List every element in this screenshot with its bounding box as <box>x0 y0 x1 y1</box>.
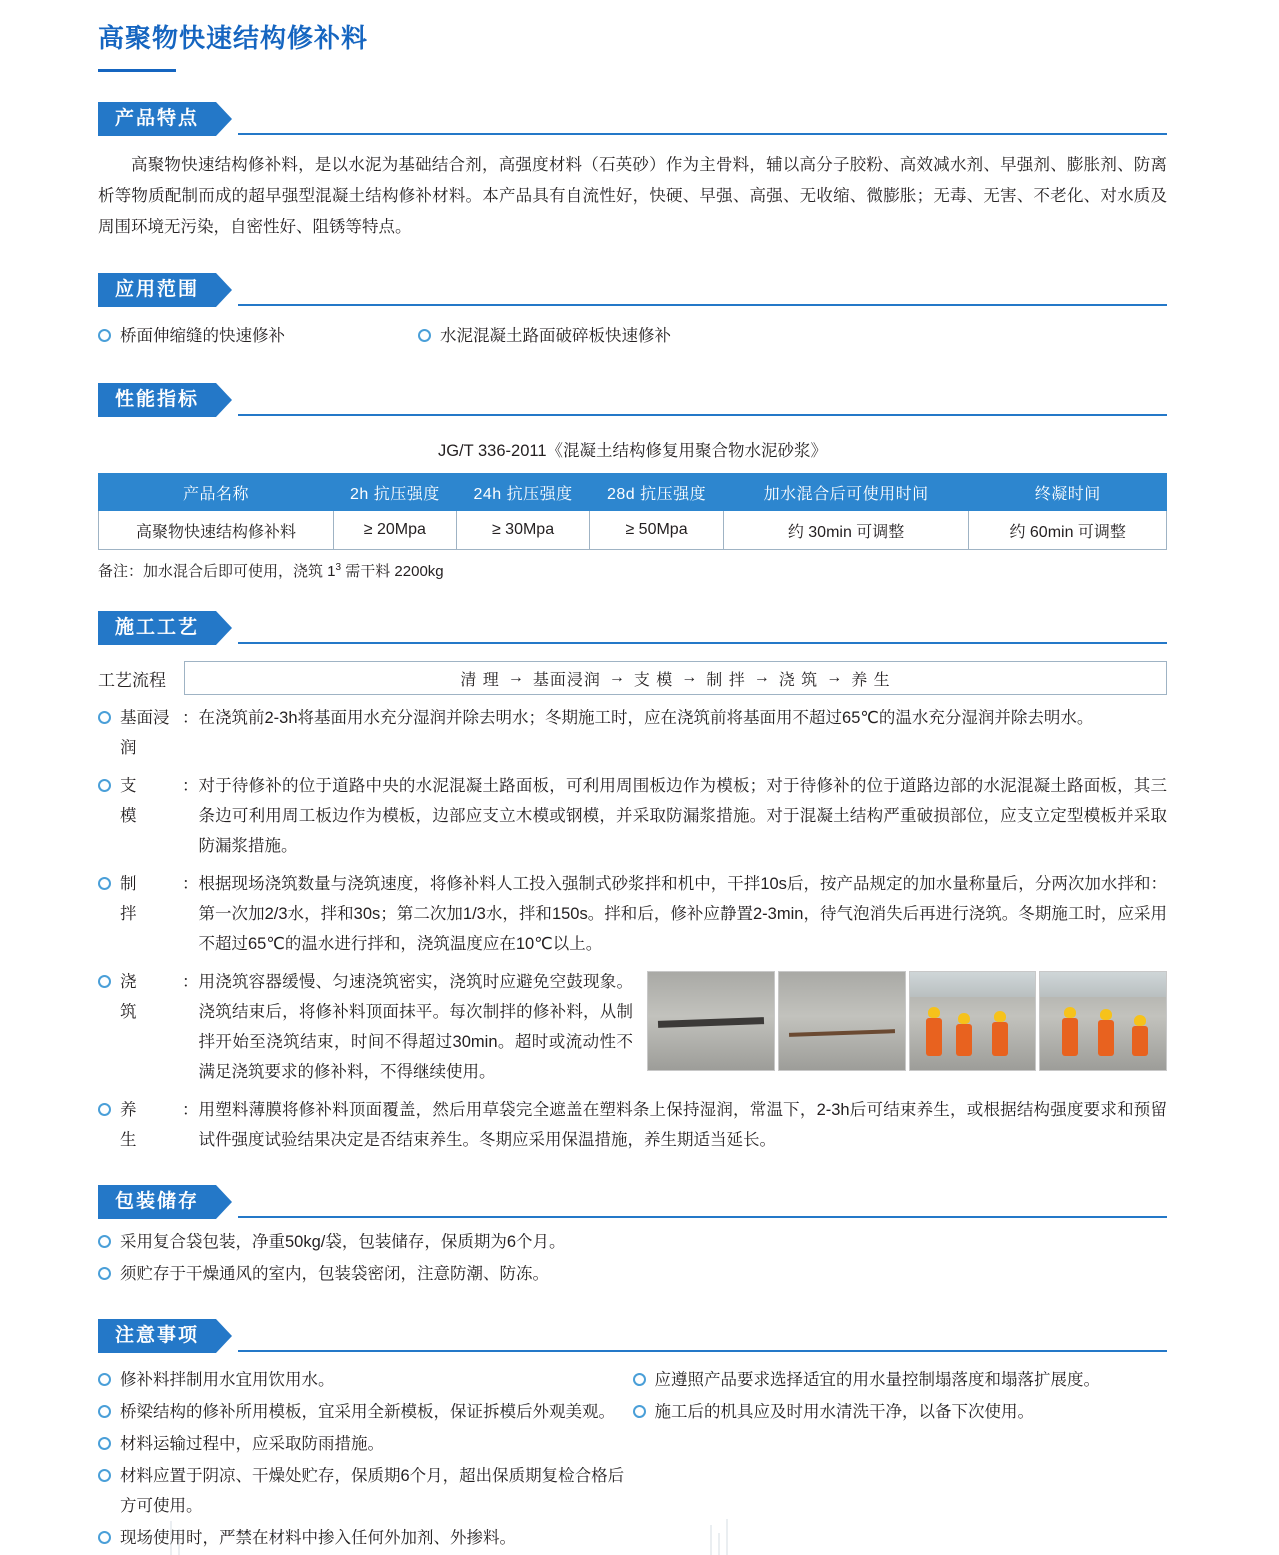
table-header-cell: 加水混合后可使用时间 <box>723 474 969 511</box>
section-header-application <box>98 273 1167 307</box>
circle-bullet-icon <box>98 1103 111 1116</box>
section-divider <box>238 1216 1167 1218</box>
list-item <box>98 1365 633 1395</box>
list-item-label: 应遵照产品要求选择适宜的用水量控制塌落度和塌落扩展度。 <box>654 1371 1100 1389</box>
section-divider <box>238 642 1167 644</box>
section-divider <box>238 414 1167 416</box>
remark-prefix: 备注：加水混合后即可使用，浇筑 1 <box>98 563 336 580</box>
road-crack-photo <box>647 971 775 1071</box>
process-step: 浇 筑 ： 用浇筑容器缓慢、匀速浇筑密实，浇筑时应避免空鼓现象。浇筑结束后，将修补料顶面抹平。每次制拌的修补料，从制拌开始至浇筑结束，时间不得超过30min。超时或流动性不满足浇筑要求的修补料，不得继续使用。 <box>98 967 1167 1087</box>
table-cell: ≥ 30Mpa <box>456 511 590 550</box>
process-step-name: 浇 筑 <box>120 973 170 1021</box>
list-item <box>633 1365 1168 1395</box>
process-step-name: 基面浸润 <box>120 709 170 757</box>
flow-step: 制 拌 <box>706 671 746 689</box>
flow-step: 支 模 <box>633 671 674 689</box>
circle-bullet-icon <box>98 779 111 792</box>
section-title-notes: 注意事项 <box>98 1319 216 1353</box>
remark-suffix: 需干料 2200kg <box>341 563 444 580</box>
application-list <box>98 319 1167 353</box>
list-item-label: 材料运输过程中，应采取防雨措施。 <box>120 1435 384 1453</box>
workers-pouring-photo <box>1039 971 1167 1071</box>
process-step: 制 拌 ： 根据现场浇筑数量与浇筑速度，将修补料人工投入强制式砂浆拌和机中，干拌10s后，按产品规定的加水量称量后，分两次加水拌和：第一次加2/3水，拌和30s；第二次加1/3水，拌和150s。拌和后，修补应静置2-3min，待气泡消失后再进行浇筑。冬期施工时，应采用不超过65℃的温水进行拌和，浇筑温度应在10℃以上。 <box>98 869 1167 959</box>
flow-step: 浇 筑 <box>778 671 819 689</box>
process-step: 基面浸润 ： 在浇筑前2-3h将基面用水充分湿润并除去明水；冬期施工时，应在浇筑前将基面用不超过65℃的温水充分湿润并除去明水。 <box>98 703 1167 763</box>
process-step-text: 用塑料薄膜将修补料顶面覆盖，然后用草袋完全遮盖在塑料条上保持湿润，常温下，2-3h后可结束养生，或根据结构强度要求和预留试件强度试验结果决定是否结束养生。冬期应采用保温措施，养生期适当延长。 <box>198 1101 1167 1149</box>
packaging-list <box>98 1227 1167 1289</box>
table-cell: ≥ 50Mpa <box>590 511 724 550</box>
section-header-construction <box>98 611 1167 645</box>
section-header-features <box>98 102 1167 136</box>
list-item-label: 施工后的机具应及时用水清洗干净，以备下次使用。 <box>654 1403 1034 1421</box>
section-divider <box>238 304 1167 306</box>
circle-bullet-icon <box>633 1405 646 1418</box>
circle-bullet-icon <box>98 1531 111 1544</box>
list-item-label: 现场使用时，严禁在材料中掺入任何外加剂、外掺料。 <box>120 1529 516 1547</box>
section-divider <box>238 1350 1167 1352</box>
arrow-icon: → <box>681 669 699 686</box>
section-title-construction: 施工工艺 <box>98 611 216 645</box>
circle-bullet-icon <box>98 975 111 988</box>
list-item <box>98 321 418 351</box>
arrow-icon: → <box>753 669 771 686</box>
section-divider <box>238 133 1167 135</box>
process-step: 支 模 ： 对于待修补的位于道路中央的水泥混凝土路面板，可利用周围板边作为模板；对于待修补的位于道路边部的水泥混凝土路面板，其三条边可利用周工板边作为模板，边部应支立木模或钢模，并采取防漏浆措施。对于混凝土结构严重破损部位，应支立定型模板并采取防漏浆措施。 <box>98 771 1167 861</box>
circle-bullet-icon <box>98 329 111 342</box>
circle-bullet-icon <box>98 1373 111 1386</box>
table-cell: 约 60min 可调整 <box>969 511 1167 550</box>
table-header-cell: 24h 抗压强度 <box>456 474 590 511</box>
page-title: 高聚物快速结构修补料 <box>98 23 369 53</box>
standard-reference: JG/T 336-2011《混凝土结构修复用聚合物水泥砂浆》 <box>437 442 828 460</box>
workers-repair-photo <box>909 971 1037 1071</box>
table-cell: 高聚物快速结构修补料 <box>99 511 334 550</box>
arrow-icon: → <box>507 669 525 686</box>
table-header-cell: 终凝时间 <box>969 474 1167 511</box>
section-header-packaging <box>98 1185 1167 1219</box>
section-header-notes <box>98 1319 1167 1353</box>
table-header-cell: 28d 抗压强度 <box>590 474 724 511</box>
arrow-icon: → <box>608 669 626 686</box>
list-item <box>418 321 671 351</box>
list-item-label: 须贮存于干燥通风的室内，包装袋密闭，注意防潮、防冻。 <box>120 1265 549 1283</box>
circle-bullet-icon <box>633 1373 646 1386</box>
process-flow <box>98 661 1167 695</box>
circle-bullet-icon <box>98 1405 111 1418</box>
circle-bullet-icon <box>98 711 111 724</box>
list-item-label: 修补料拌制用水宜用饮用水。 <box>120 1371 335 1389</box>
section-packaging <box>0 1185 1279 1289</box>
section-performance <box>0 383 1279 581</box>
list-item <box>98 1397 633 1427</box>
list-item-label: 采用复合袋包装，净重50kg/袋，包装储存，保质期为6个月。 <box>120 1233 566 1251</box>
table-header-cell: 产品名称 <box>99 474 334 511</box>
section-header-performance <box>98 383 1167 417</box>
road-surface-photo <box>778 971 906 1071</box>
list-item <box>633 1397 1168 1427</box>
list-item-label: 桥梁结构的修补所用模板，宜采用全新模板，保证拆模后外观美观。 <box>120 1403 615 1421</box>
table-cell: ≥ 20Mpa <box>333 511 456 550</box>
process-flow-label: 工艺流程 <box>98 670 166 690</box>
process-step-name: 制 拌 <box>120 875 170 923</box>
circle-bullet-icon <box>98 1469 111 1482</box>
process-step-name: 养 生 <box>120 1101 170 1149</box>
list-item <box>98 1227 1167 1257</box>
section-title-packaging: 包装储存 <box>98 1185 216 1219</box>
table-remark <box>98 560 1167 581</box>
circle-bullet-icon <box>98 1437 111 1450</box>
circle-bullet-icon <box>98 1267 111 1280</box>
decorative-bottom-graphic <box>150 1515 750 1555</box>
section-features <box>0 102 1279 243</box>
table-cell: 约 30min 可调整 <box>723 511 969 550</box>
performance-table <box>98 473 1167 550</box>
flow-step: 基面浸润 <box>532 671 601 689</box>
section-title-features: 产品特点 <box>98 102 216 136</box>
remark-superscript: 3 <box>335 562 342 573</box>
process-step-text: 根据现场浇筑数量与浇筑速度，将修补料人工投入强制式砂浆拌和机中，干拌10s后，按产品规定的加水量称量后，分两次加水拌和：第一次加2/3水，拌和30s；第二次加1/3水，拌和150s。拌和后，修补应静置2-3min，待气泡消失后再进行浇筑。冬期施工时，应采用不超过65℃的温水进行拌和，浇筑温度应在10℃以上。 <box>198 875 1167 953</box>
process-step-text: 用浇筑容器缓慢、匀速浇筑密实，浇筑时应避免空鼓现象。浇筑结束后，将修补料顶面抹平。每次制拌的修补料，从制拌开始至浇筑结束，时间不得超过30min。超时或流动性不满足浇筑要求的修补料，不得继续使用。 <box>198 973 633 1081</box>
features-paragraph: 高聚物快速结构修补料，是以水泥为基础结合剂，高强度材料（石英砂）作为主骨料，辅以高分子胶粉、高效减水剂、早强剂、膨胀剂、防离析等物质配制而成的超早强型混凝土结构修补材料。本产品具有自流性好，快硬、早强、高强、无收缩、微膨胀；无毒、无害、不老化、对水质及周围环境无污染，自密性好、阻锈等特点。 <box>98 156 1167 236</box>
section-construction <box>0 611 1279 1155</box>
list-item-label: 水泥混凝土路面破碎板快速修补 <box>440 327 671 345</box>
table-header-cell: 2h 抗压强度 <box>333 474 456 511</box>
photo-strip <box>647 971 1167 1071</box>
arrow-icon: → <box>826 669 844 686</box>
process-step-name: 支 模 <box>120 777 170 825</box>
section-application <box>0 273 1279 353</box>
list-item-label: 桥面伸缩缝的快速修补 <box>120 327 285 345</box>
process-step-text-with-photos <box>199 967 1168 1087</box>
section-title-application: 应用范围 <box>98 273 216 307</box>
circle-bullet-icon <box>98 1235 111 1248</box>
section-title-performance: 性能指标 <box>98 383 216 417</box>
process-step-text: 对于待修补的位于道路中央的水泥混凝土路面板，可利用周围板边作为模板；对于待修补的位于道路边部的水泥混凝土路面板，其三条边可利用周工板边作为模板，边部应支立木模或钢模，并采取防漏浆措施。对于混凝土结构严重破损部位，应支立定型模板并采取防漏浆措施。 <box>198 777 1167 855</box>
process-step-text: 在浇筑前2-3h将基面用水充分湿润并除去明水；冬期施工时，应在浇筑前将基面用不超过65℃的温水充分湿润并除去明水。 <box>198 709 1094 727</box>
flow-step: 清 理 <box>460 671 500 689</box>
table-header-row <box>99 474 1167 511</box>
circle-bullet-icon <box>418 329 431 342</box>
list-item <box>98 1461 633 1521</box>
list-item-label: 材料应置于阴凉、干燥处贮存，保质期6个月，超出保质期复检合格后方可使用。 <box>120 1467 625 1515</box>
list-item <box>98 1259 1167 1289</box>
table-row <box>99 511 1167 550</box>
list-item <box>98 1429 633 1459</box>
circle-bullet-icon <box>98 877 111 890</box>
title-underline <box>98 69 176 72</box>
process-step: 养 生 ： 用塑料薄膜将修补料顶面覆盖，然后用草袋完全遮盖在塑料条上保持湿润，常温下，2-3h后可结束养生，或根据结构强度要求和预留试件强度试验结果决定是否结束养生。冬期应采用保温措施，养生期适当延长。 <box>98 1095 1167 1155</box>
flow-step: 养 生 <box>851 671 891 689</box>
process-flow-box <box>184 661 1167 695</box>
